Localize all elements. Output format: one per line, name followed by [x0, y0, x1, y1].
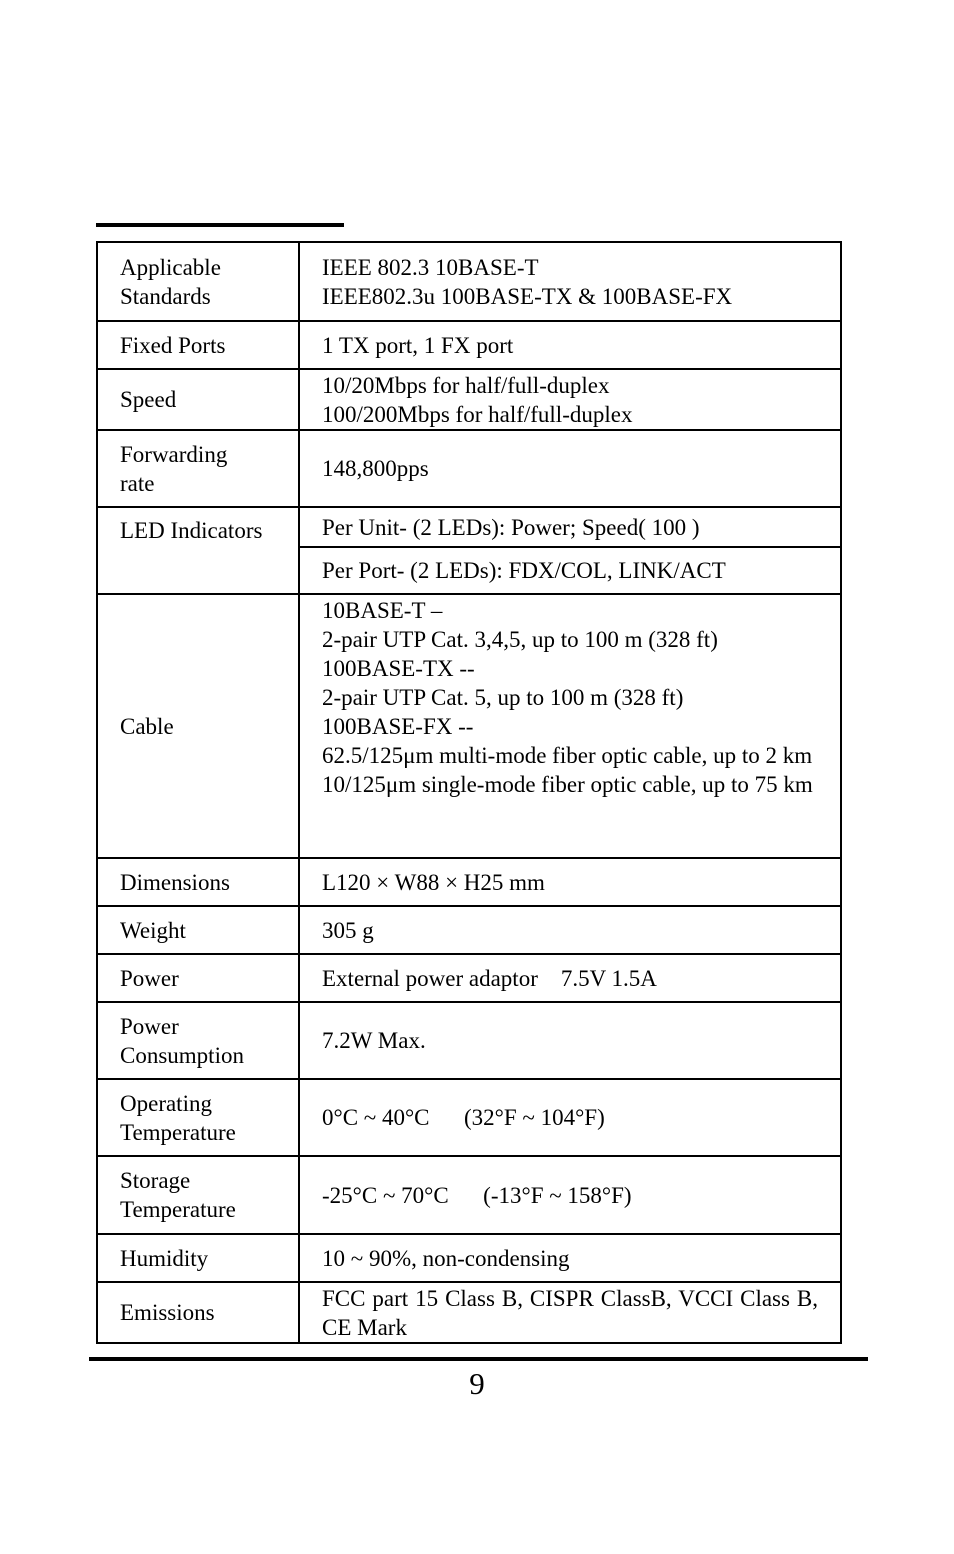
spec-row-cable	[97, 594, 841, 858]
spec-label	[97, 1002, 299, 1079]
spec-value	[299, 242, 841, 321]
spec-label-line: Temperature	[120, 1197, 236, 1222]
spec-row-weight	[97, 906, 841, 954]
cable-line: 10BASE-T –	[322, 598, 443, 623]
bottom-rule	[89, 1357, 868, 1361]
spec-value: FCC part 15 Class B, CISPR ClassB, VCCI Class B, CE Mark	[299, 1282, 841, 1343]
spec-value: Per Port- (2 LEDs): FDX/COL, LINK/ACT	[299, 547, 841, 594]
spec-label-line: Applicable	[120, 254, 221, 280]
spec-value: 0°C ~ 40°C (32°F ~ 104°F)	[299, 1079, 841, 1156]
spec-row-power	[97, 954, 841, 1002]
spec-label-line: Standards	[120, 283, 211, 309]
spec-row-emissions	[97, 1282, 841, 1343]
spec-label	[97, 1156, 299, 1234]
spec-label-line: Power	[120, 1013, 179, 1039]
spec-label-line: Operating	[120, 1090, 212, 1116]
spec-value-line: 100/200Mbps for half/full-duplex	[322, 401, 633, 427]
spec-row-power-consumption	[97, 1002, 841, 1079]
spec-value: 148,800pps	[299, 430, 841, 507]
spec-label-line: Forwarding	[120, 441, 228, 467]
spec-label-line: Storage	[120, 1168, 191, 1193]
cable-line: 100BASE-TX --	[322, 656, 475, 681]
spec-value: Per Unit- (2 LEDs): Power; Speed( 100 )	[299, 507, 841, 547]
spec-label-line: Temperature	[120, 1119, 236, 1145]
spec-value: -25°C ~ 70°C (-13°F ~ 158°F)	[299, 1156, 841, 1234]
spec-label-line: Consumption	[120, 1042, 244, 1068]
spec-label	[97, 1079, 299, 1156]
spec-label: Power	[97, 954, 299, 1002]
spec-value-line: IEEE 802.3 10BASE-T	[322, 254, 539, 280]
cable-line: 2-pair UTP Cat. 3,4,5, up to 100 m (328 ft)	[322, 627, 718, 652]
spec-row-led-indicators	[97, 507, 841, 547]
spec-label	[97, 242, 299, 321]
spec-row-speed	[97, 369, 841, 430]
cable-line: 62.5/125μm multi-mode fiber optic cable, up to 2 km	[322, 743, 813, 768]
spec-label: Weight	[97, 906, 299, 954]
spec-label	[97, 430, 299, 507]
spec-value	[299, 594, 841, 858]
spec-value: 1 TX port, 1 FX port	[299, 321, 841, 369]
spec-label: Speed	[97, 369, 299, 430]
spec-value: L120 × W88 × H25 mm	[299, 858, 841, 906]
spec-label-line: rate	[120, 470, 155, 496]
page-number: 9	[469, 1366, 485, 1401]
spec-value: 7.2W Max.	[299, 1002, 841, 1079]
cable-line: 10/125μm single-mode fiber optic cable, up to 75 km	[322, 772, 813, 797]
spec-row-fixed-ports	[97, 321, 841, 369]
spec-row-applicable-standards	[97, 242, 841, 321]
spec-row-dimensions	[97, 858, 841, 906]
top-rule	[96, 223, 344, 227]
cable-line: 100BASE-FX --	[322, 714, 474, 739]
spec-row-forwarding-rate	[97, 430, 841, 507]
spec-label: Dimensions	[97, 858, 299, 906]
spec-value	[299, 369, 841, 430]
spec-value: External power adaptor 7.5V 1.5A	[299, 954, 841, 1002]
spec-value: 10 ~ 90%, non-condensing	[299, 1234, 841, 1282]
spec-label: LED Indicators	[97, 507, 299, 594]
spec-row-humidity	[97, 1234, 841, 1282]
specifications-table	[96, 241, 842, 1344]
spec-row-storage-temperature	[97, 1156, 841, 1234]
spec-label: Cable	[97, 594, 299, 858]
spec-label: Humidity	[97, 1234, 299, 1282]
spec-value: 305 g	[299, 906, 841, 954]
spec-value-line: 10/20Mbps for half/full-duplex	[322, 372, 610, 398]
spec-label: Emissions	[97, 1282, 299, 1343]
spec-row-operating-temperature	[97, 1079, 841, 1156]
spec-label: Fixed Ports	[97, 321, 299, 369]
spec-value-line: IEEE802.3u 100BASE-TX & 100BASE-FX	[322, 283, 733, 309]
cable-line: 2-pair UTP Cat. 5, up to 100 m (328 ft)	[322, 685, 684, 710]
